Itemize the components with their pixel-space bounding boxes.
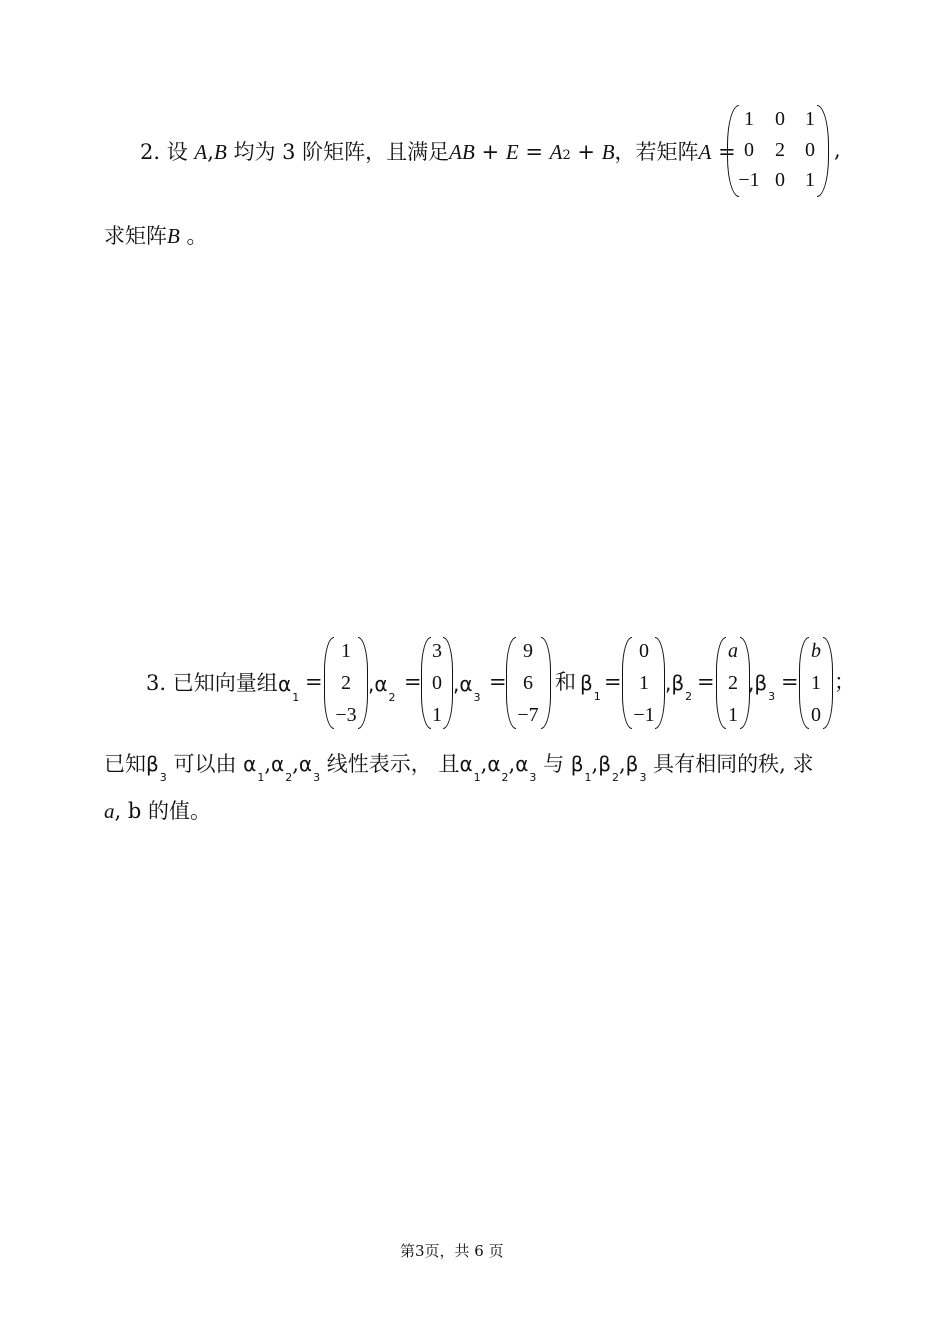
vector-entry: 1: [728, 704, 738, 726]
vector-entry: 2: [341, 672, 351, 694]
q2-eq-lhs-a: A: [449, 140, 462, 164]
q3-line2-text-d: 与: [543, 752, 565, 776]
subscript: 1: [593, 690, 601, 703]
subscript: 3: [159, 771, 167, 784]
q2-equals1: =: [525, 140, 543, 164]
comma: ,: [480, 752, 488, 776]
q2-trailing-comma: ,: [834, 138, 841, 162]
comma: ,: [368, 672, 375, 696]
subscript: 3: [768, 690, 776, 703]
q2-var-a: A: [194, 140, 208, 164]
comma: ,: [508, 752, 516, 776]
matrix-cell: −1: [738, 169, 760, 191]
beta-symbol: β: [598, 752, 611, 776]
comma: ,: [453, 672, 460, 696]
subscript: 1: [473, 771, 481, 784]
vector-right-paren: [541, 637, 551, 729]
q3-line2-text-b: 可以由: [173, 752, 237, 776]
comma: ,: [264, 752, 272, 776]
vector-entry: 0: [811, 704, 821, 726]
q2-line2-end: 。: [186, 224, 208, 248]
q3-line2-text-e: 具有相同的秩, 求: [653, 752, 814, 776]
subscript: 1: [257, 771, 265, 784]
beta-symbol: β: [671, 671, 685, 695]
vector-entry: 0: [639, 640, 649, 662]
q3-line2: [104, 752, 814, 784]
comma: ,: [748, 671, 755, 695]
vector-entry: 2: [728, 672, 738, 694]
subscript: 2: [501, 771, 509, 784]
equals-sign: =: [781, 670, 799, 694]
matrix-cell: 1: [744, 108, 754, 130]
q3-line2-text-a: 已知: [104, 752, 146, 776]
vector-entry: 1: [432, 704, 442, 726]
beta-symbol: β: [754, 671, 768, 695]
q2-eq-lhs-b: B: [462, 140, 475, 164]
subscript: 3: [473, 691, 481, 704]
matrix-cell: 2: [775, 138, 785, 161]
vector-entry: −1: [633, 704, 655, 726]
alpha-symbol: α: [278, 672, 292, 696]
vector-entry: a: [728, 640, 738, 662]
q3-line3: [104, 801, 211, 822]
q2-equals2: =: [718, 140, 736, 164]
subscript: 2: [388, 691, 396, 704]
subscript: 1: [584, 771, 592, 784]
q2-plus2: +: [577, 140, 596, 164]
q2-comma: ,: [207, 140, 214, 164]
matrix-cell: 0: [744, 138, 754, 161]
alpha-symbol: α: [459, 752, 473, 776]
subscript: 2: [285, 771, 293, 784]
alpha-symbol: α: [515, 752, 529, 776]
vector-entry: 6: [523, 672, 533, 694]
vector-entry: 1: [811, 672, 821, 694]
vector-entry: −3: [335, 704, 357, 726]
matrix-cell: 0: [775, 169, 785, 191]
equals-sign: =: [404, 670, 422, 694]
q3-alpha1-label: [278, 672, 300, 704]
q2-text2: 均为 3 阶矩阵，且满足: [233, 140, 450, 164]
alpha-symbol: α: [298, 752, 313, 776]
q3-intro: [146, 673, 278, 694]
alpha-symbol: α: [459, 672, 473, 696]
vector-entry: 3: [432, 640, 442, 662]
q2-mat-label: A: [698, 140, 712, 164]
q3-beta2-label: [665, 671, 693, 703]
q2-plus1: +: [481, 140, 500, 164]
q3-line2-text-c: 线性表示， 且: [326, 752, 460, 776]
matrix-row: [733, 169, 825, 192]
equals-sign: =: [697, 670, 715, 694]
equals-sign: =: [489, 670, 507, 694]
q2-eq-rhs-a: A: [549, 140, 563, 164]
q2-exponent: 2: [562, 148, 571, 163]
equals-sign: =: [305, 670, 323, 694]
matrix-cell: 1: [805, 169, 815, 191]
subscript: 2: [685, 690, 693, 703]
matrix-cell: 1: [805, 108, 815, 130]
beta-symbol: β: [625, 752, 639, 776]
matrix-cell: 0: [775, 108, 785, 130]
q2-eq-e: E: [505, 140, 519, 164]
vector-entry: 9: [523, 640, 533, 662]
comma: ,: [292, 752, 299, 776]
q2-eq-rhs-b: B: [601, 140, 615, 164]
comma: ,: [665, 671, 672, 695]
q2-text1: 设: [166, 140, 188, 164]
q2-line2: [104, 226, 208, 247]
beta-symbol: β: [146, 752, 159, 776]
comma: ,: [618, 752, 626, 776]
vector-entry: −7: [517, 704, 539, 726]
vector-entry: 1: [639, 672, 649, 694]
q3-semicolon: ；: [834, 670, 855, 694]
q3-and: 和: [555, 670, 576, 694]
matrix-a: [733, 108, 825, 192]
q2-text3: ，若矩阵: [614, 140, 699, 164]
q3-intro-text: 已知向量组: [172, 671, 278, 695]
subscript: 3: [639, 771, 647, 784]
matrix-row: [733, 108, 825, 131]
vector-entry: b: [811, 640, 821, 662]
q3-number: 3.: [146, 671, 167, 695]
vector-right-paren: [358, 637, 368, 729]
vector-entry: 1: [341, 640, 351, 662]
q3-alpha3-label: [453, 672, 481, 704]
alpha-symbol: α: [271, 752, 285, 776]
q2-var-b: B: [213, 140, 227, 164]
comma: ,: [591, 752, 599, 776]
subscript: 2: [611, 771, 619, 784]
q2-line1: [140, 142, 736, 163]
alpha-symbol: α: [374, 672, 388, 696]
alpha-symbol: α: [243, 752, 257, 776]
q2-line2-text: 求矩阵: [104, 224, 167, 248]
q2-line2-b: B: [167, 224, 180, 248]
vector-entry: 0: [432, 672, 442, 694]
subscript: 3: [313, 771, 321, 784]
matrix-cell: 0: [805, 138, 815, 161]
q3-line3-text: , b 的值。: [114, 799, 211, 823]
matrix-row: [733, 139, 825, 162]
subscript: 1: [292, 691, 300, 704]
q2-number: 2.: [140, 140, 161, 164]
alpha-symbol: α: [487, 752, 501, 776]
q3-alpha2-label: [368, 672, 396, 704]
q3-beta1-label: [580, 671, 601, 703]
equals-sign: =: [604, 670, 622, 694]
beta-symbol: β: [570, 752, 584, 776]
q3-var-a: a: [104, 799, 115, 823]
beta-symbol: β: [580, 671, 593, 695]
subscript: 3: [529, 771, 537, 784]
q3-beta3-label: [748, 671, 776, 703]
page-footer: 第3页，共 6 页: [400, 1242, 504, 1260]
